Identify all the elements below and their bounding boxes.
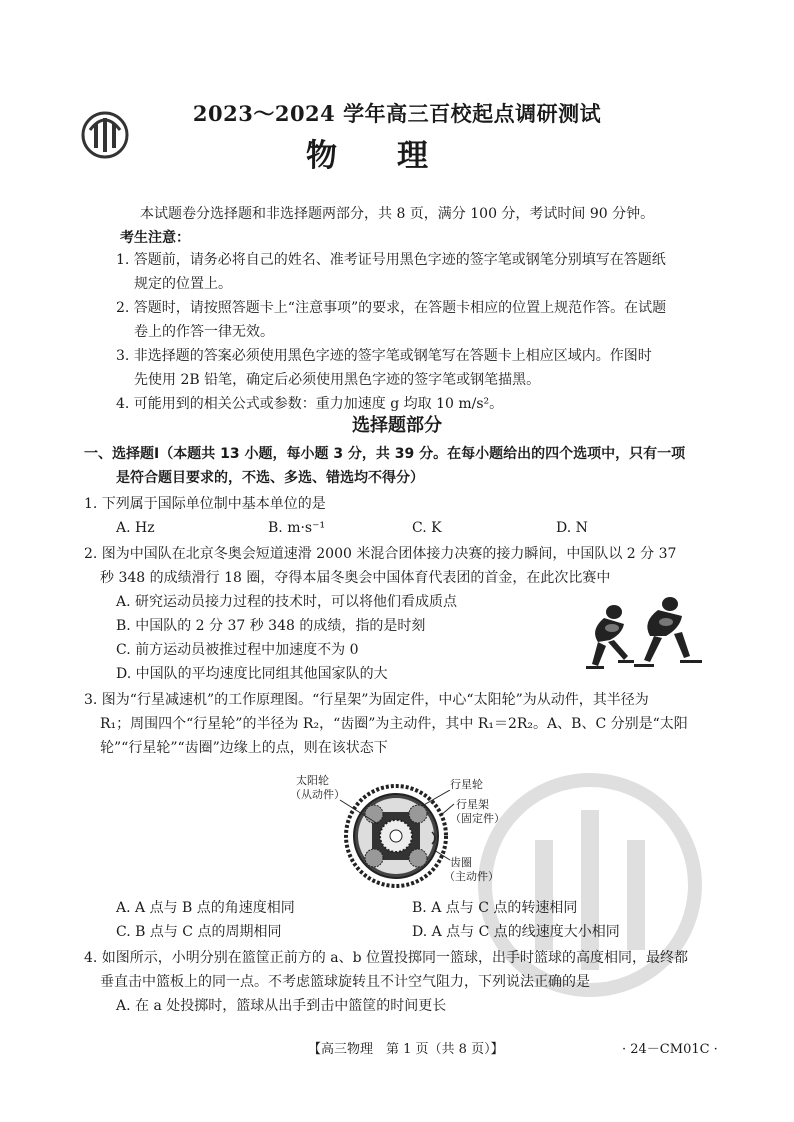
question-3-stem-cont2: 轮”“行星轮”“齿圈”边缘上的点，则在该状态下 [100,740,388,756]
q1-option-a: A. Hz [116,520,155,536]
ring-gear-role: （主动件） [444,870,499,883]
exam-subject: 物理 [306,138,488,174]
q3-option-b: B. A 点与 C 点的转速相同 [412,900,578,916]
question-2-stem: 2. 图为中国队在北京冬奥会短道速滑 2000 米混合团体接力决赛的接力瞬间，中国队以 2 分 37 [84,546,677,562]
notice-line: 先使用 2B 铅笔，确定后必须使用黑色字迹的签字笔或钢笔描黑。 [134,372,541,388]
notice-line: 4. 可能用到的相关公式或参数：重力加速度 g 均取 10 m/s²。 [116,396,504,412]
question-4-stem-cont: 垂直击中篮板上的同一点。不考虑篮球旋转且不计空气阻力，下列说法正确的是 [100,974,590,990]
q2-option-c: C. 前方运动员被推过程中加速度不为 0 [116,642,359,658]
paper-code: · 24－CM01C · [622,1042,718,1057]
q2-option-b: B. 中国队的 2 分 37 秒 348 的成绩，指的是时刻 [116,618,426,634]
notice-line: 卷上的作答一律无效。 [134,324,274,340]
section-heading: 选择题部分 [352,415,442,436]
part-instructions-cont: 是符合题目要求的，不选、多选、错选均不得分） [116,470,424,486]
question-1-stem: 1. 下列属于国际单位制中基本单位的是 [84,496,326,512]
question-3-stem-cont: R₁；周围四个“行星轮”的半径为 R₂，“齿圈”为主动件，其中 R₁＝2R₂。A、B、C 分别是“太阳 [100,716,688,732]
q2-option-a: A. 研究运动员接力过程的技术时，可以将他们看成质点 [116,594,458,610]
q3-option-c: C. B 点与 C 点的周期相同 [116,924,282,940]
question-4-stem: 4. 如图所示，小明分别在篮筐正前方的 a、b 位置投掷同一篮球，出手时篮球的高度相同，最终都 [84,950,689,966]
q1-option-c: C. K [412,520,442,536]
q4-option-a: A. 在 a 处投掷时，篮球从出手到击中篮筐的时间更长 [116,998,447,1014]
notice-line: 2. 答题时，请按照答题卡上“注意事项”的要求，在答题卡相应的位置上规范作答。在试题 [116,300,667,316]
q3-option-a: A. A 点与 B 点的角速度相同 [116,900,295,916]
speed-skaters-photo [584,586,710,680]
exam-title: 2023～2024 学年高三百校起点调研测试 [192,101,602,126]
q1-option-b: B. m·s⁻¹ [268,520,326,536]
planet-gear-label: 行星轮 [450,778,483,791]
notice-line: 3. 非选择题的答案必须使用黑色字迹的签字笔或钢笔写在答题卡上相应区域内。作图时 [116,348,652,364]
q3-option-d: D. A 点与 C 点的线速度大小相同 [412,924,620,940]
sun-gear-role: （从动件） [290,788,345,801]
notice-line: 规定的位置上。 [134,276,232,292]
question-2-stem-cont: 秒 348 的成绩滑行 18 圈，夺得本届冬奥会中国体育代表团的首金，在此次比赛中 [100,570,611,586]
ring-gear-label: 齿圈 [450,856,472,869]
notice-heading: 考生注意： [120,230,190,246]
diagram-leader-lines [330,790,510,880]
intro-text: 本试题卷分选择题和非选择题两部分，共 8 页，满分 100 分，考试时间 90 分钟。 [140,206,655,222]
sun-gear-label: 太阳轮 [296,774,329,787]
part-instructions: 一、选择题Ⅰ（本题共 13 小题，每小题 3 分，共 39 分。在每小题给出的四个选项中，只有一项 [84,446,686,462]
carrier-label: 行星架 [456,798,489,811]
page-footer: 【高三物理 第 1 页（共 8 页）】 [308,1042,504,1057]
question-3-stem: 3. 图为“行星减速机”的工作原理图。“行星架”为固定件，中心“太阳轮”为从动件，其半径为 [84,692,649,708]
carrier-role: （固定件） [450,812,505,825]
notice-line: 1. 答题前，请务必将自己的姓名、准考证号用黑色字迹的签字笔或钢笔分别填写在答题纸 [116,252,666,268]
q2-option-d: D. 中国队的平均速度比同组其他国家队的大 [116,666,388,682]
q1-option-d: D. N [556,520,588,536]
